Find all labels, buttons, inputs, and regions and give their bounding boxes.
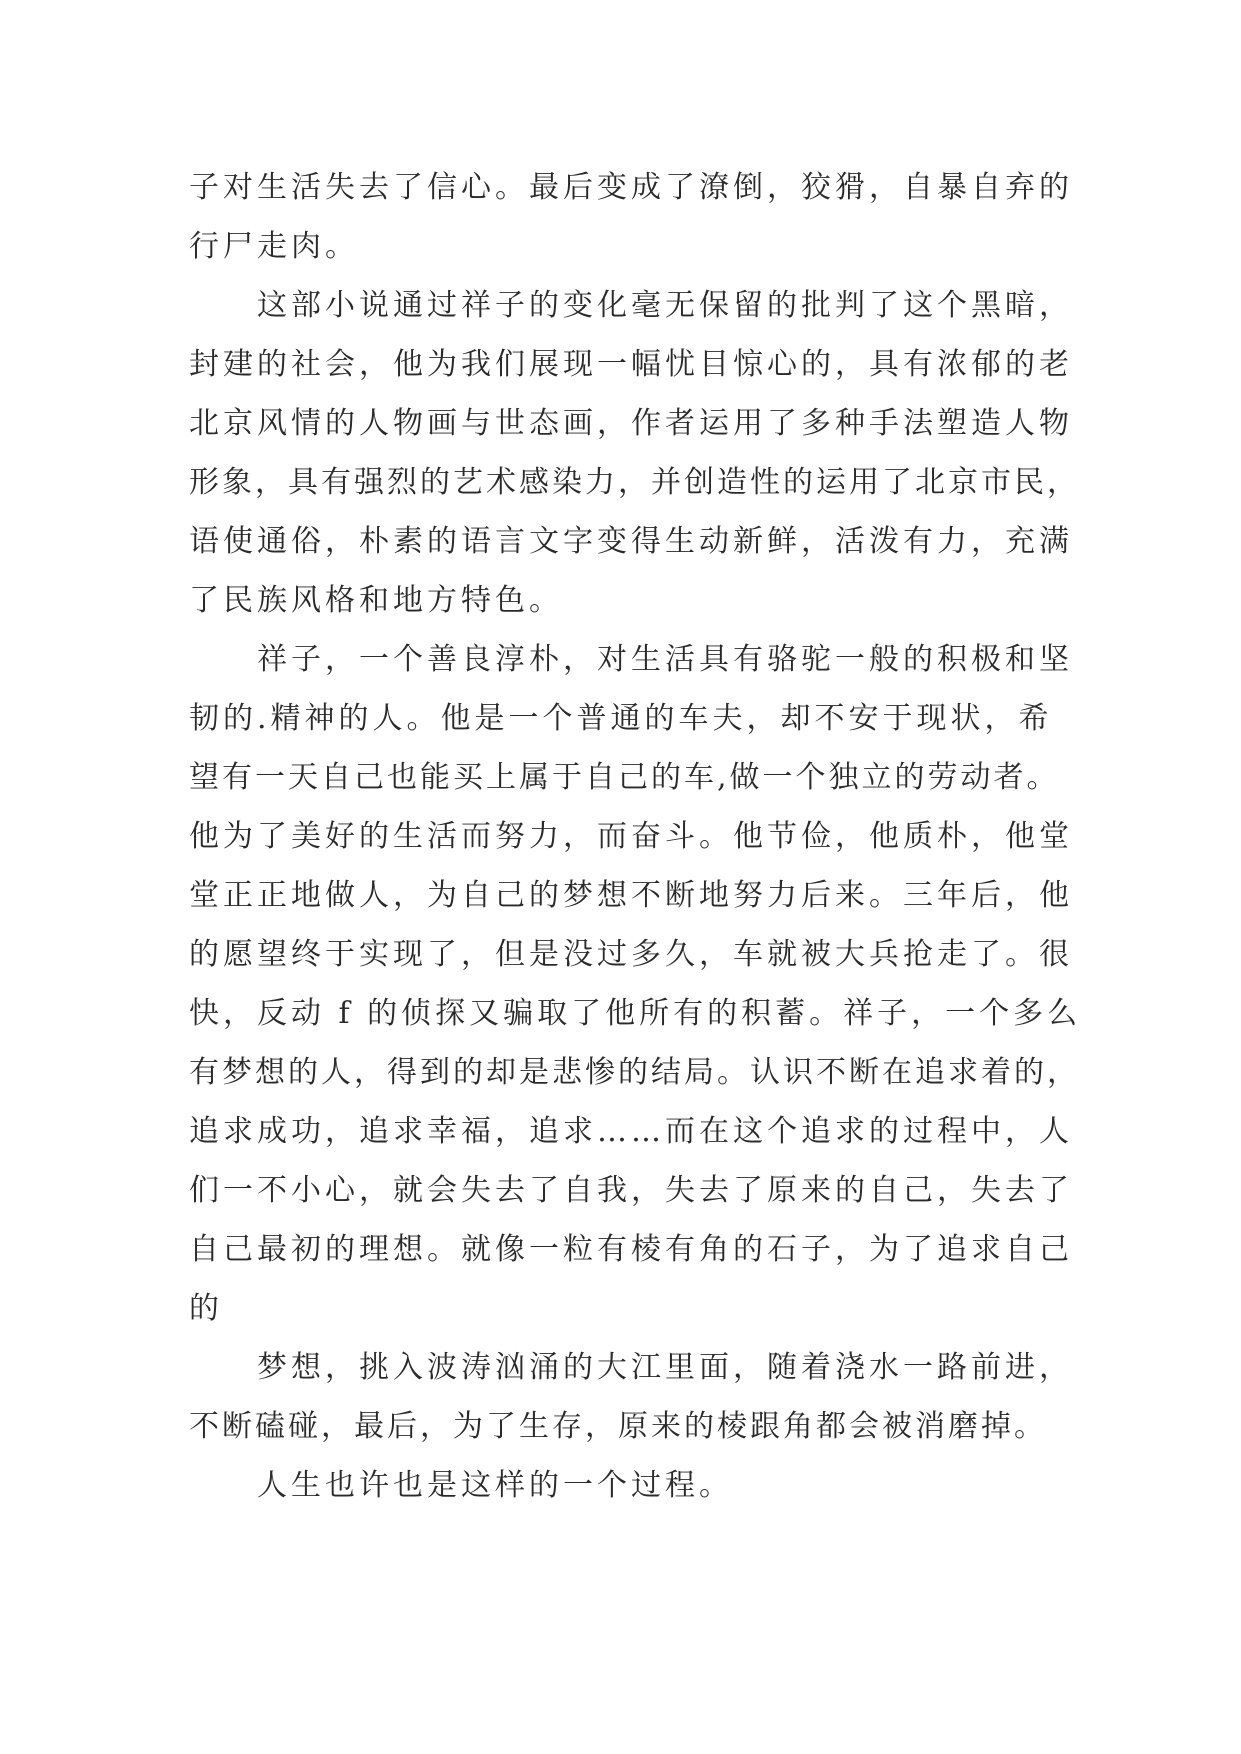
text-line: 行尸走肉。 xyxy=(189,229,359,264)
paragraph-start-line: 梦想，挑入波涛汹涌的大江里面，随着浇水一路前进， xyxy=(257,1350,1073,1385)
paragraph-start-line: 祥子，一个善良淳朴，对生活具有骆驼一般的积极和坚 xyxy=(257,642,1073,677)
text-line: 的愿望终于实现了，但是没过多久，车就被大兵抢走了。很 xyxy=(189,937,1073,972)
text-line: 自己最初的理想。就像一粒有棱有角的石子，为了追求自己 xyxy=(189,1232,1073,1267)
text-line: 堂正正地做人，为自己的梦想不断地努力后来。三年后，他 xyxy=(189,878,1073,913)
text-line: 封建的社会，他为我们展现一幅忧目惊心的，具有浓郁的老 xyxy=(189,347,1073,382)
text-line: 们一不小心，就会失去了自我，失去了原来的自己，失去了 xyxy=(189,1173,1073,1208)
text-line: 追求成功，追求幸福，追求……而在这个追求的过程中，人 xyxy=(189,1114,1073,1149)
text-line: 形象，具有强烈的艺术感染力，并创造性的运用了北京市民， xyxy=(189,465,1080,500)
text-line: 他为了美好的生活而努力，而奋斗。他节俭，他质朴，他堂 xyxy=(189,819,1073,854)
text-line: 有梦想的人，得到的却是悲惨的结局。认识不断在追求着的， xyxy=(189,1055,1080,1090)
body-text xyxy=(189,158,1082,1515)
text-line: 子对生活失去了信心。最后变成了潦倒，狡猾，自暴自弃的 xyxy=(189,170,1073,205)
text-line: 了民族风格和地方特色。 xyxy=(189,583,563,618)
text-line: 不断磕碰，最后，为了生存，原来的棱跟角都会被消磨掉。 xyxy=(189,1409,1047,1444)
text-line: 望有一天自己也能买上属于自己的车,做一个独立的劳动者。 xyxy=(189,760,1060,795)
paragraph-start-line: 人生也许也是这样的一个过程。 xyxy=(257,1468,733,1503)
paragraph-start-line: 这部小说通过祥子的变化毫无保留的批判了这个黑暗， xyxy=(257,288,1073,323)
text-line: 韧的.精神的人。他是一个普通的车夫，却不安于现状，希 xyxy=(189,701,1053,736)
text-line: 的 xyxy=(189,1291,223,1326)
text-line: 快，反动 f 的侦探又骗取了他所有的积蓄。祥子，一个多么 xyxy=(189,996,1082,1031)
text-line: 北京风情的人物画与世态画，作者运用了多种手法塑造人物 xyxy=(189,406,1073,441)
text-line: 语使通俗，朴素的语言文字变得生动新鲜，活泼有力，充满 xyxy=(189,524,1073,559)
